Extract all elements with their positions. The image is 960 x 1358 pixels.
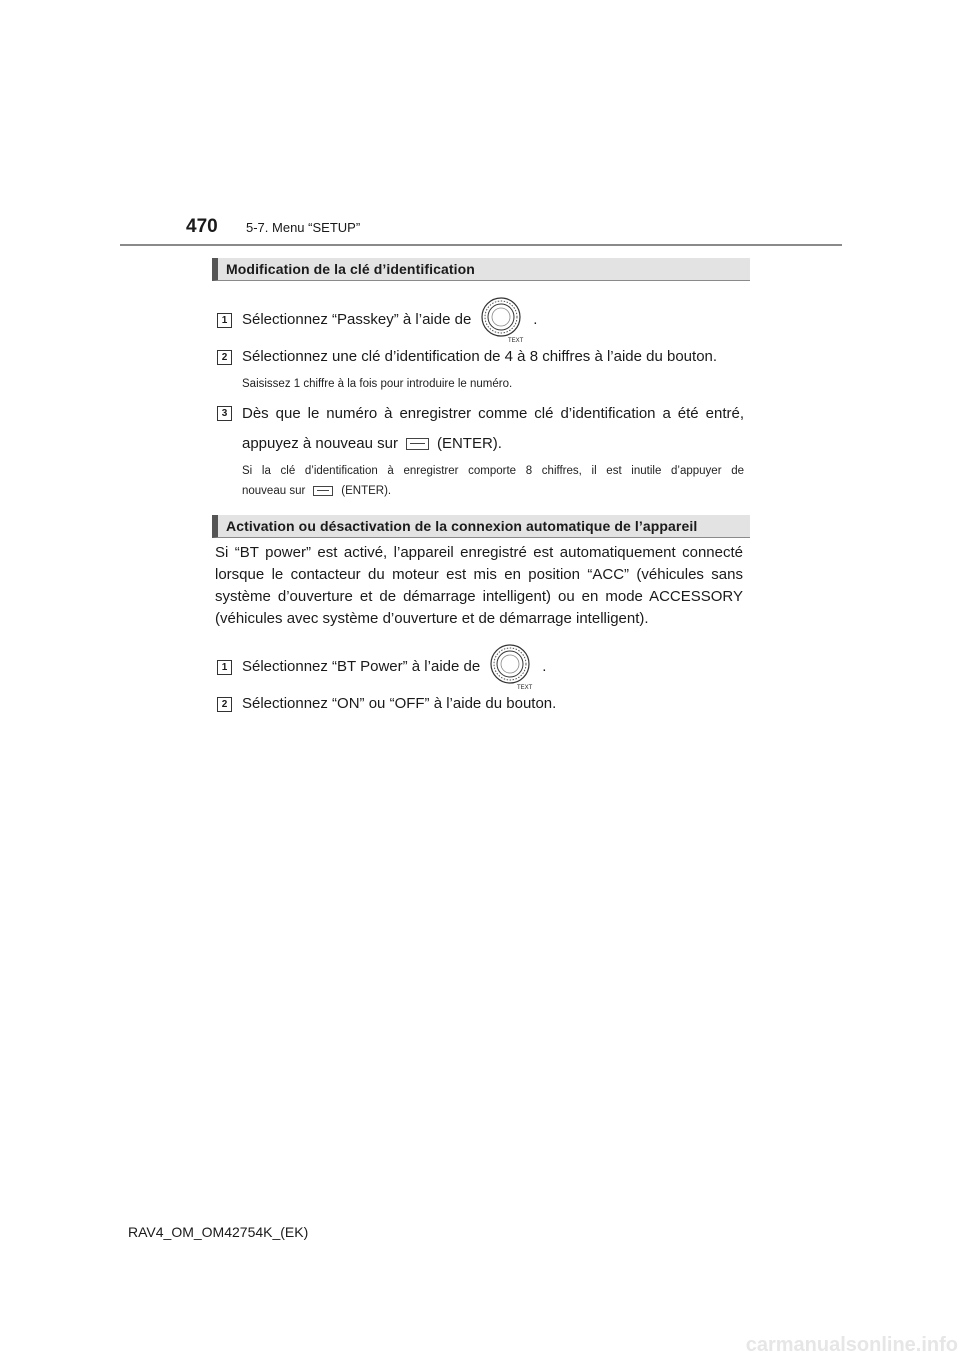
step-badge-2b: 2 xyxy=(217,697,232,712)
step-3-text: appuyez à nouveau sur xyxy=(242,435,398,452)
heading-auto-connect: Activation ou désactivation de la connexion automatique de l’appareil xyxy=(212,515,750,538)
page-number: 470 xyxy=(186,216,218,237)
step-1-bt-power xyxy=(242,643,546,691)
heading-passkey: Modification de la clé d’identification xyxy=(212,258,750,281)
tune-knob-icon xyxy=(477,296,529,344)
step-badge-2: 2 xyxy=(217,350,232,365)
step-3-note-line1: Si la clé d’identification à enregistrer comporte 8 chiffres, il est inutile d’appuyer de xyxy=(242,465,744,477)
svg-text:TEXT: TEXT xyxy=(508,338,524,344)
step-2-note: Saisissez 1 chiffre à la fois pour introduire le numéro. xyxy=(242,378,513,390)
svg-text:carmanualsonline.info: carmanualsonline.info xyxy=(745,1334,958,1356)
header-divider xyxy=(120,244,842,246)
step-badge-3: 3 xyxy=(217,406,232,421)
section-title: 5-7. Menu “SETUP” xyxy=(246,220,361,235)
step-1-text: Sélectionnez “Passkey” à l’aide de xyxy=(242,311,472,328)
step-3-line1: Dès que le numéro à enregistrer comme clé d’identification a été entré, xyxy=(242,405,744,422)
step-3-note-text: nouveau sur xyxy=(242,485,306,497)
step-1-passkey xyxy=(242,296,537,344)
step-badge-1: 1 xyxy=(217,313,232,328)
step-1-end: . xyxy=(533,311,538,328)
step-3-line2 xyxy=(242,434,502,454)
enter-button-icon xyxy=(406,438,429,450)
step-3-note-enter: (ENTER). xyxy=(341,485,392,497)
tune-knob-icon xyxy=(486,643,538,691)
step-1b-text: Sélectionnez “BT Power” à l’aide de xyxy=(242,658,481,675)
step-3-note-line2 xyxy=(242,482,391,500)
footer-model-code: RAV4_OM_OM42754K_(EK) xyxy=(128,1224,309,1240)
auto-connect-paragraph: Si “BT power” est activé, l’appareil enregistré est automatiquement connecté lorsque le contacteur du moteur est mis en position “ACC” (véhicules sans système d’ouverture et de démarrage intelligent) ou en mode ACCESSORY (véhicules avec système d’ouverture et de démarrage intelligent). xyxy=(215,544,743,627)
watermark-logo xyxy=(730,1332,960,1358)
enter-button-icon xyxy=(313,486,333,496)
step-2-text: Sélectionnez une clé d’identification de 4 à 8 chiffres à l’aide du bouton. xyxy=(242,348,718,365)
step-badge-1b: 1 xyxy=(217,660,232,675)
step-3-enter: (ENTER). xyxy=(436,435,502,452)
step-1b-end: . xyxy=(542,658,547,675)
svg-text:TEXT: TEXT xyxy=(517,685,533,691)
step-2b-text: Sélectionnez “ON” ou “OFF” à l’aide du bouton. xyxy=(242,695,557,712)
